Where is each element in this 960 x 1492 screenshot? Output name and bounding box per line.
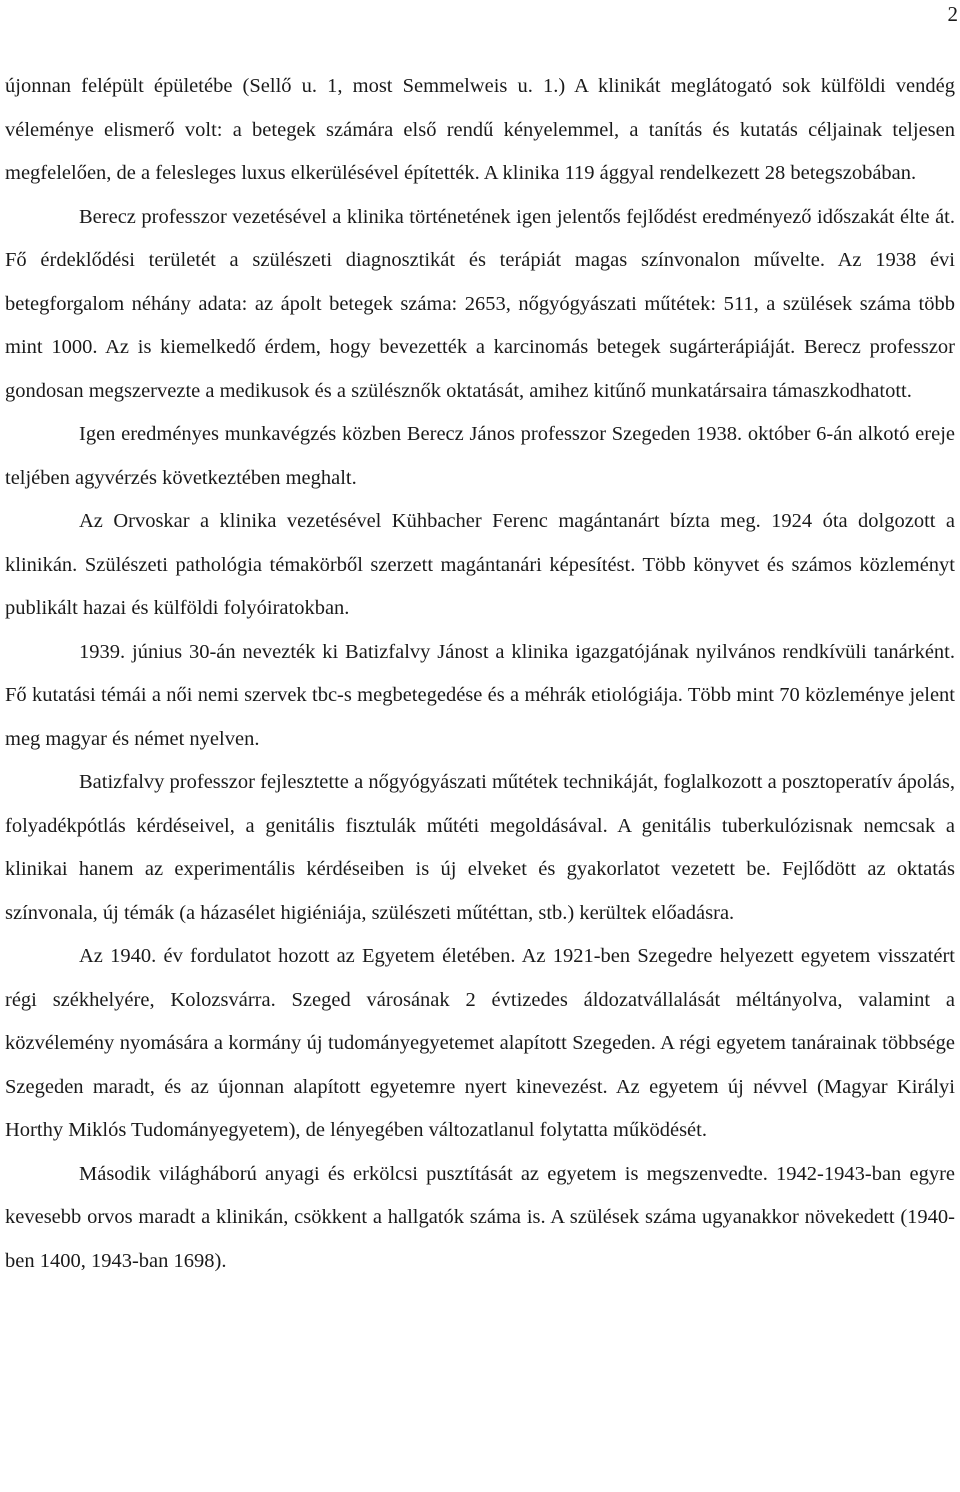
document-body [5, 65, 955, 1283]
page-number: 2 [947, 2, 958, 26]
paragraph: újonnan felépült épületébe (Sellő u. 1, most Semmelweis u. 1.) A klinikát meglátogató sok külföldi vendég véleménye elismerő volt: a betegek számára első rendű kényelemmel, a tanítás és kutatás céljainak teljesen megfelelően, de a felesleges luxus elkerülésével építették. A klinika 119 ággyal rendelkezett 28 betegszobában. [5, 75, 955, 184]
paragraph: Berecz professzor vezetésével a klinika történetének igen jelentős fejlődést eredményező időszakát élte át. Fő érdeklődési területét a szülészeti diagnosztikát és terápiát magas színvonalon művelte. Az 1938 évi betegforgalom néhány adata: az ápolt betegek száma: 2653, nőgyógyászati műtétek: 511, a szülések száma több mint 1000. Az is kiemelkedő érdem, hogy bevezették a karcinomás betegek sugárterápiáját. Berecz professzor gondosan megszervezte a medikusok és a szülésznők oktatását, amihez kitűnő munkatársaira támaszkodhatott. [5, 205, 955, 402]
paragraph: Az 1940. év fordulatot hozott az Egyetem életében. Az 1921-ben Szegedre helyezett egyetem visszatért régi székhelyére, Kolozsvárra. Szeged városának 2 évtizedes áldozatvállalását méltányolva, valamint a közvélemény nyomására a kormány új tudományegyetemet alapított Szegeden. A régi egyetem tanárainak többsége Szegeden maradt, és az újonnan alapított egyetemre nyert kinevezést. Az egyetem új névvel (Magyar Királyi Horthy Miklós Tudományegyetem), de lényegében változatlanul folytatta működését. [5, 945, 955, 1141]
paragraph: Igen eredményes munkavégzés közben Berecz János professzor Szegeden 1938. október 6-án alkotó ereje teljében agyvérzés következtében meghalt. [5, 423, 955, 489]
paragraph: Batizfalvy professzor fejlesztette a nőgyógyászati műtétek technikáját, foglalkozott a posztoperatív ápolás, folyadékpótlás kérdéseivel, a genitális fisztulák műtéti megoldásával. A genitális tuberkulózisnak nemcsak a klinikai hanem az experimentális kérdéseiben is új elveket és gyakorlatot vezetett be. Fejlődött az oktatás színvonala, új témák (a házasélet higiéniája, szülészeti műtéttan, stb.) kerültek előadásra. [5, 771, 955, 924]
paragraph: Második világháború anyagi és erkölcsi pusztítását az egyetem is megszenvedte. 1942-1943-ban egyre kevesebb orvos maradt a klinikán, csökkent a hallgatók száma is. A szülések száma ugyanakkor növekedett (1940-ben 1400, 1943-ban 1698). [5, 1162, 955, 1272]
paragraph: Az Orvoskar a klinika vezetésével Kühbacher Ferenc magántanárt bízta meg. 1924 óta dolgozott a klinikán. Szülészeti pathológia témakörből szerzett magántanári képesítést. Több könyvet és számos közleményt publikált hazai és külföldi folyóiratokban. [5, 510, 955, 619]
paragraph: 1939. június 30-án nevezték ki Batizfalvy Jánost a klinika igazgatójának nyilvános rendkívüli tanárként. Fő kutatási témái a női nemi szervek tbc-s megbetegedése és a méhrák etiológiája. Több mint 70 közleménye jelent meg magyar és német nyelven. [5, 640, 955, 750]
